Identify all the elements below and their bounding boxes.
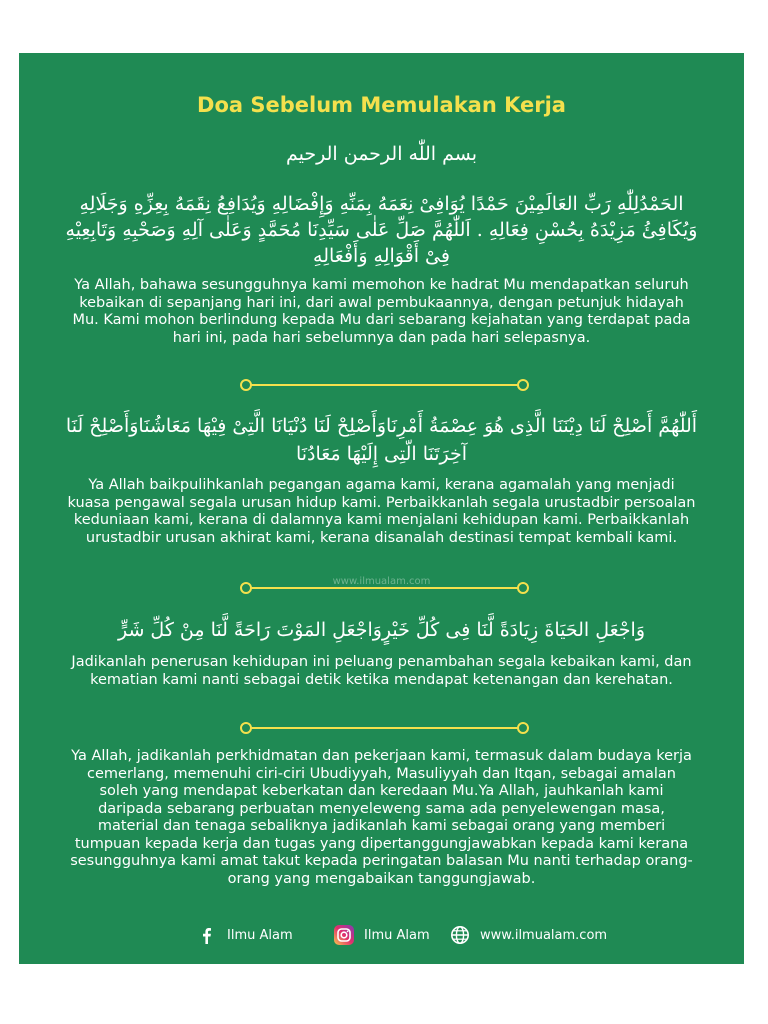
facebook-icon (197, 925, 217, 945)
instagram-label: Ilmu Alam (364, 927, 430, 943)
translation-1: Ya Allah, bahawa sesungguhnya kami memohon ke hadrat Mu mendapatkan seluruh kebaikan di sepanjang hari ini, dari awal pembukaannya, dengan petunjuk hidayah Mu. Kami mohon berlindung kepada Mu dari sebarang kejahatan yang terdapat pada hari ini, pada hari sebelumnya dan pada hari selepasnya. (72, 277, 691, 346)
page-title: Doa Sebelum Memulakan Kerja (197, 93, 566, 117)
facebook-label: Ilmu Alam (227, 927, 293, 943)
footer (19, 924, 744, 946)
arabic-prayer-2: أَللّٰهُمَّ أَصْلِحْ لَنَا دِيْنَنَا الَّذِى هُوَ عِصْمَةُ أَمْرِنَاوَأَصْلِحْ لَنَا دُنْيَانَا الَّتِىْ فِيْهَا مَعَاشُنَاوَأَصْلِحْ لَنَا آخِرَتَنَا الّتِى إِلَيْهَا مَعَادُنَا (65, 415, 698, 465)
divider-1 (240, 379, 529, 391)
arabic-prayer-3: وَاجْعَلِ الحَيَاةَ زِيَادَةً لَّنَا فِى كُلِّ خَيْرٍوَاجْعَلِ المَوْتَ رَاحَةً لَّنَا مِنْ كُلِّ شَرٍّ (117, 619, 646, 641)
arabic-prayer-1: الحَمْدُلِلّٰهِ رَبِّ العَالَمِيْنَ حَمْدًا يُوَافِىْ نِعَمَهُ بِمَنِّهِ وَإِفْضَالِهِ وَيُدَافِعُ نِقَمَهُ بِعِزِّهِ وَجَلَالِهِ وَيُكَافِئُ مَزِيْدَهُ بِحُسْنِ فِعَالِهِ . اَللّٰهُمَّ صَلِّ عَلٰى سَيِّدِنَا مُحَمَّدٍ وَعَلٰى آلِهِ وَصَحْبِهِ وَتَابِعِيْهِ فِىْ أَقْوَالِهِ وَأَفْعَالِهِ (65, 193, 698, 267)
website-link[interactable] (450, 924, 607, 946)
basmalah-text: بسم اللّٰه الرحمن الرحيم (286, 143, 477, 165)
translation-3: Jadikanlah penerusan kehidupan ini peluang penambahan segala kebaikan kami, dan kematian kami nanti sebagai detik ketika mendapat ketenangan dan kerehatan. (71, 654, 692, 688)
watermark: www.ilmualam.com (332, 576, 431, 587)
prayer-poster (19, 53, 744, 964)
instagram-link[interactable] (334, 924, 430, 946)
globe-icon (450, 925, 470, 945)
website-label: www.ilmualam.com (480, 927, 608, 943)
instagram-icon (334, 925, 354, 945)
translation-2: Ya Allah baikpulihkanlah pegangan agama kami, kerana agamalah yang menjadi kuasa pengawal segala urusan hidup kami. Perbaikkanlah segala urustadbir persoalan keduniaan kami, kerana di dalamnya kami menjalani kehidupan kami. Perbaikkanlah urustadbir urusan akhirat kami, kerana disanalah destinasi tempat kembali kami. (67, 477, 696, 546)
facebook-link[interactable] (197, 924, 293, 946)
closing-prayer: Ya Allah, jadikanlah perkhidmatan dan pekerjaan kami, termasuk dalam budaya kerja cemerlang, memenuhi ciri-ciri Ubudiyyah, Masuliyyah dan Itqan, sebagai amalan soleh yang mendapat keberkatan dan keredaan Mu.Ya Allah, jauhkanlah kami daripada sebarang perbuatan menyeleweng sama ada penyelewengan masa, material dan tenaga sebaliknya jadikanlah kami sebagai orang yang memberi tumpuan kepada kerja dan tugas yang dipertanggungjawabkan kepada kami kerana sesungguhnya kami amat takut kepada peringatan balasan Mu nanti terhadap orang-orang yang mengabaikan tanggungjawab. (70, 748, 693, 887)
divider-3 (240, 722, 529, 734)
